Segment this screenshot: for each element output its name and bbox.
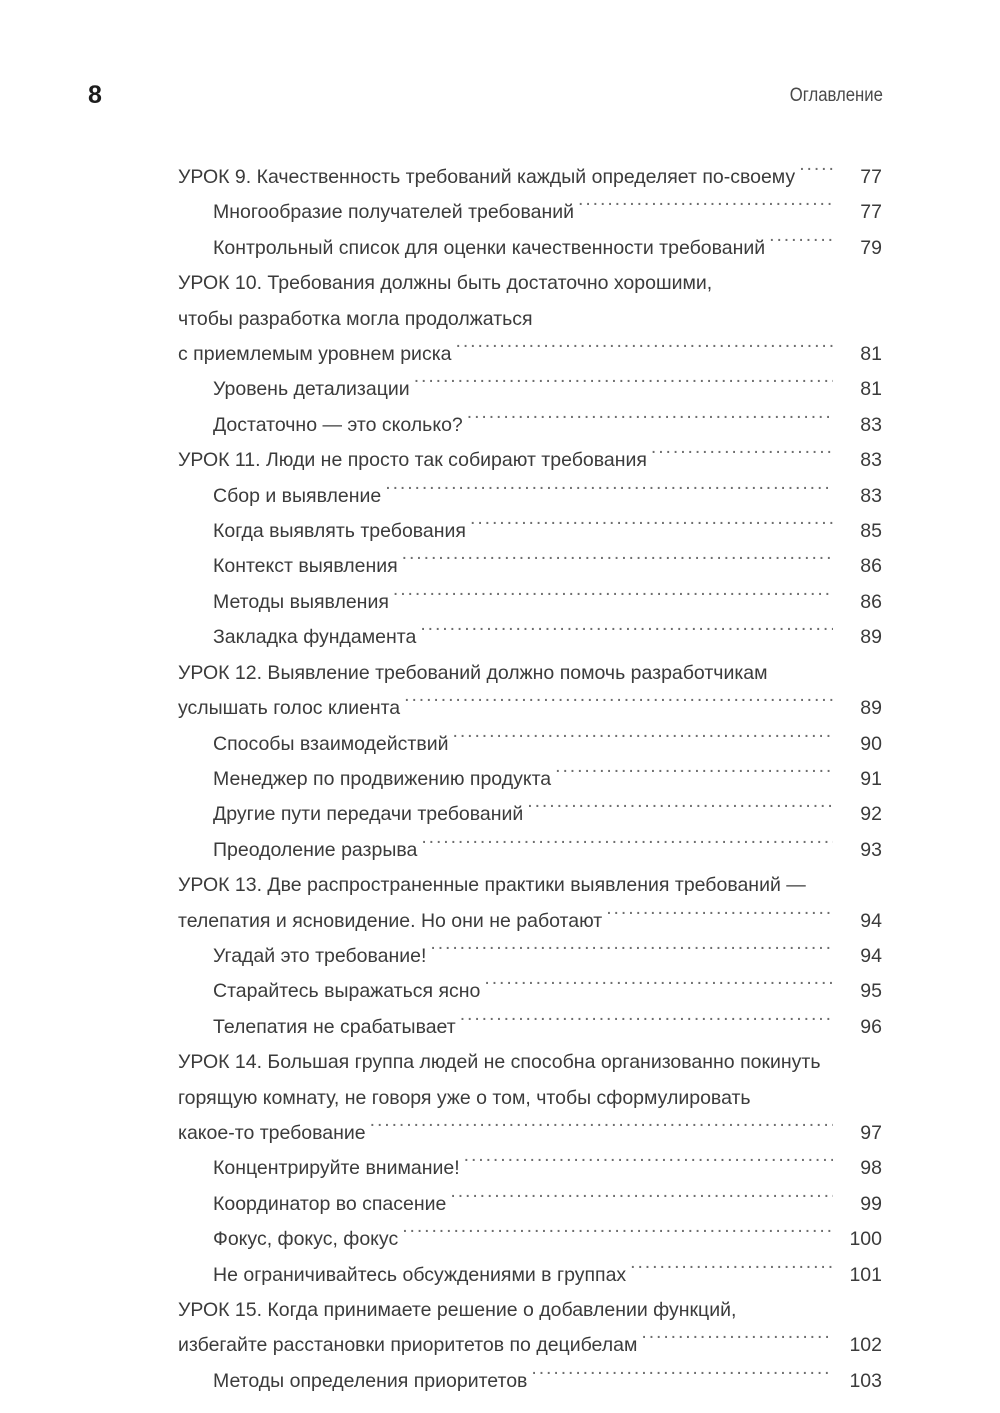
toc-entry-line-final [213, 585, 882, 620]
toc-entry-title: Не ограничивайтесь обсуждениями в группах [213, 1263, 627, 1286]
toc-entry-line-wrap [178, 1293, 882, 1328]
toc-entry-title: Уровень детализации [213, 378, 410, 401]
dot-leader [449, 730, 834, 750]
toc-entry[interactable] [178, 231, 882, 266]
toc-entry-title: Концентрируйте внимание! [213, 1157, 460, 1180]
dot-leader [647, 447, 833, 467]
toc-entry-page-number: 100 [849, 1228, 882, 1251]
page-folio-number: 8 [88, 81, 102, 109]
toc-entry[interactable] [178, 1222, 882, 1257]
toc-entry[interactable] [178, 1151, 882, 1186]
toc-entry-line-final [213, 1222, 882, 1257]
dot-leader [366, 1119, 833, 1139]
toc-entry-line-final [213, 762, 882, 797]
toc-entry-page-number: 83 [860, 413, 882, 436]
toc-entry[interactable] [178, 443, 882, 478]
toc-entry[interactable] [178, 1293, 882, 1364]
toc-entry-line-wrap [178, 1045, 882, 1080]
toc-entry-line-wrap [178, 266, 882, 301]
dot-leader [765, 234, 833, 254]
dot-leader [626, 1261, 833, 1281]
toc-entry-line-final [213, 620, 882, 655]
toc-entry-title: УРОК 15. Когда принимаете решение о добавлении функций, [178, 1299, 737, 1321]
toc-entry-line-final [213, 195, 882, 230]
dot-leader [452, 341, 834, 361]
toc-entry-line-final [213, 514, 882, 549]
toc-entry-page-number: 98 [860, 1157, 882, 1180]
toc-entry-line-final [213, 231, 882, 266]
toc-entry-title: УРОК 14. Большая группа людей не способна организованно покинуть [178, 1051, 821, 1074]
toc-entry-line-final [213, 372, 882, 407]
toc-entry-page-number: 93 [860, 838, 882, 861]
toc-entry-title: какое-то требование [178, 1121, 366, 1144]
toc-entry-line-final [213, 1364, 882, 1399]
toc-entry-title: Закладка фундамента [213, 626, 417, 649]
toc-entry-page-number: 81 [860, 378, 882, 401]
dot-leader [463, 411, 833, 431]
toc-entry[interactable] [178, 974, 882, 1009]
toc-entry-page-number: 85 [860, 520, 882, 543]
toc-entry-line-final [178, 160, 882, 195]
dot-leader [460, 1155, 833, 1175]
toc-entry-line-final [213, 1187, 882, 1222]
dot-leader [523, 801, 833, 821]
toc-entry-page-number: 77 [860, 201, 882, 224]
toc-entry-page-number: 95 [860, 980, 882, 1003]
toc-entry[interactable] [178, 479, 882, 514]
toc-entry-line-wrap [178, 1081, 882, 1116]
toc-entry-page-number: 102 [849, 1334, 882, 1357]
toc-entry-page-number: 86 [860, 555, 882, 578]
toc-entry-page-number: 83 [860, 484, 882, 507]
running-head-title: Оглавление [789, 85, 883, 106]
toc-entry[interactable] [178, 266, 882, 372]
toc-entry[interactable] [178, 195, 882, 230]
toc-entry-title: Угадай это требование! [213, 944, 427, 967]
toc-entry[interactable] [178, 585, 882, 620]
toc-entry[interactable] [178, 514, 882, 549]
toc-entry-page-number: 96 [860, 1015, 882, 1038]
toc-entry-line-wrap [178, 656, 882, 691]
toc-entry-page-number: 83 [860, 449, 882, 472]
dot-leader [417, 836, 833, 856]
toc-entry-page-number: 101 [849, 1263, 882, 1286]
toc-entry-line-final [178, 1116, 882, 1151]
toc-entry-line-wrap [178, 868, 882, 903]
toc-entry-line-final [178, 337, 882, 372]
toc-entry-title: услышать голос клиента [178, 697, 401, 720]
dot-leader [574, 199, 833, 219]
toc-entry[interactable] [178, 1045, 882, 1151]
dot-leader [446, 1190, 833, 1210]
toc-entry-page-number: 90 [860, 732, 882, 755]
toc-entry[interactable] [178, 656, 882, 727]
toc-entry[interactable] [178, 620, 882, 655]
dot-leader [381, 482, 833, 502]
toc-entry-title: Контекст выявления [213, 555, 398, 578]
dot-leader [400, 695, 833, 715]
toc-entry-line-final [213, 797, 882, 832]
toc-entry-line-final [213, 1258, 882, 1293]
toc-entry-page-number: 97 [860, 1121, 882, 1144]
dot-leader [551, 765, 833, 785]
toc-entry-line-final [213, 833, 882, 868]
toc-entry[interactable] [178, 1364, 882, 1399]
toc-entry-title: Методы выявления [213, 590, 389, 613]
toc-entry-page-number: 77 [860, 166, 882, 188]
toc-entry-page-number: 81 [860, 343, 882, 366]
dot-leader [480, 978, 833, 998]
toc-entry-title: Преодоление разрыва [213, 838, 418, 861]
toc-entry[interactable] [178, 372, 882, 407]
dot-leader [410, 376, 833, 396]
toc-entry-line-final [213, 1010, 882, 1045]
toc-entry-title: Сбор и выявление [213, 484, 382, 507]
toc-entry-title: избегайте расстановки приоритетов по децибелам [178, 1334, 638, 1357]
toc-entry[interactable] [178, 939, 882, 974]
toc-entry-title: УРОК 13. Две распространенные практики выявления требований — [178, 874, 806, 897]
toc-entry-page-number: 89 [860, 626, 882, 649]
toc-entry-page-number: 103 [849, 1369, 882, 1392]
toc-entry-title: Методы определения приоритетов [213, 1369, 528, 1392]
toc-entry[interactable] [178, 1010, 882, 1045]
toc-entry-title: Другие пути передачи требований [213, 803, 524, 826]
toc-entry[interactable] [178, 1187, 882, 1222]
dot-leader [456, 1013, 833, 1033]
toc-entry-title: с приемлемым уровнем риска [178, 343, 452, 366]
toc-entry[interactable] [178, 408, 882, 443]
toc-entry-page-number: 86 [860, 590, 882, 613]
dot-leader [795, 164, 833, 184]
toc-entry-title: Телепатия не срабатывает [213, 1015, 456, 1038]
toc-entry-title: УРОК 10. Требования должны быть достаточно хорошими, [178, 272, 713, 295]
toc-entry-line-final [213, 479, 882, 514]
toc-entry-title: УРОК 9. Качественность требований каждый определяет по-своему [178, 166, 796, 188]
toc-entry-title: чтобы разработка могла продолжаться [178, 307, 533, 330]
toc-entry[interactable] [178, 762, 882, 797]
toc-entry-line-final [178, 443, 882, 478]
toc-entry-title: горящую комнату, не говоря уже о том, чтобы сформулировать [178, 1086, 751, 1109]
toc-entry-title: Способы взаимодействий [213, 732, 449, 755]
toc-entry-line-final [178, 904, 882, 939]
toc-entry-line-final [213, 974, 882, 1009]
toc-entry-page-number: 94 [860, 909, 882, 932]
dot-leader [602, 907, 833, 927]
toc-entry-page-number: 91 [860, 767, 882, 790]
toc-entry-page-number: 89 [860, 697, 882, 720]
dot-leader [527, 1367, 833, 1387]
dot-leader [637, 1332, 833, 1352]
dot-leader [398, 553, 833, 573]
toc-entry-line-final [178, 1328, 882, 1363]
table-of-contents [178, 160, 882, 1399]
running-head [88, 78, 883, 112]
toc-entry-title: УРОК 11. Люди не просто так собирают требования [178, 449, 647, 472]
toc-entry-page-number: 92 [860, 803, 882, 826]
toc-entry[interactable] [178, 1258, 882, 1293]
toc-entry-title: Контрольный список для оценки качественности требований [213, 236, 766, 259]
toc-entry-line-final [213, 727, 882, 762]
toc-entry-page-number: 79 [860, 236, 882, 259]
toc-entry-title: Фокус, фокус, фокус [213, 1228, 399, 1251]
toc-entry[interactable] [178, 727, 882, 762]
toc-entry[interactable] [178, 160, 882, 195]
toc-entry-title: Менеджер по продвижению продукта [213, 767, 552, 790]
toc-entry-title: Многообразие получателей требований [213, 201, 575, 224]
toc-entry-page-number: 99 [860, 1192, 882, 1215]
toc-entry[interactable] [178, 549, 882, 584]
toc-entry-line-final [178, 691, 882, 726]
toc-entry-line-wrap [178, 302, 882, 337]
dot-leader [389, 588, 833, 608]
toc-entry-line-final [213, 549, 882, 584]
dot-leader [398, 1226, 833, 1246]
toc-entry-title: Старайтесь выражаться ясно [213, 980, 481, 1003]
toc-entry-title: УРОК 12. Выявление требований должно помочь разработчикам [178, 661, 768, 684]
toc-entry-line-final [213, 939, 882, 974]
toc-entry[interactable] [178, 797, 882, 832]
dot-leader [426, 942, 833, 962]
toc-entry-page-number: 94 [860, 944, 882, 967]
dot-leader [416, 624, 833, 644]
toc-entry[interactable] [178, 833, 882, 868]
toc-entry-line-final [213, 1151, 882, 1186]
toc-entry-title: Координатор во спасение [213, 1192, 447, 1215]
dot-leader [466, 518, 833, 538]
toc-entry[interactable] [178, 868, 882, 939]
toc-entry-title: Когда выявлять требования [213, 520, 466, 543]
toc-entry-title: телепатия и ясновидение. Но они не работают [178, 909, 603, 932]
toc-entry-line-final [213, 408, 882, 443]
toc-entry-title: Достаточно — это сколько? [213, 413, 463, 436]
